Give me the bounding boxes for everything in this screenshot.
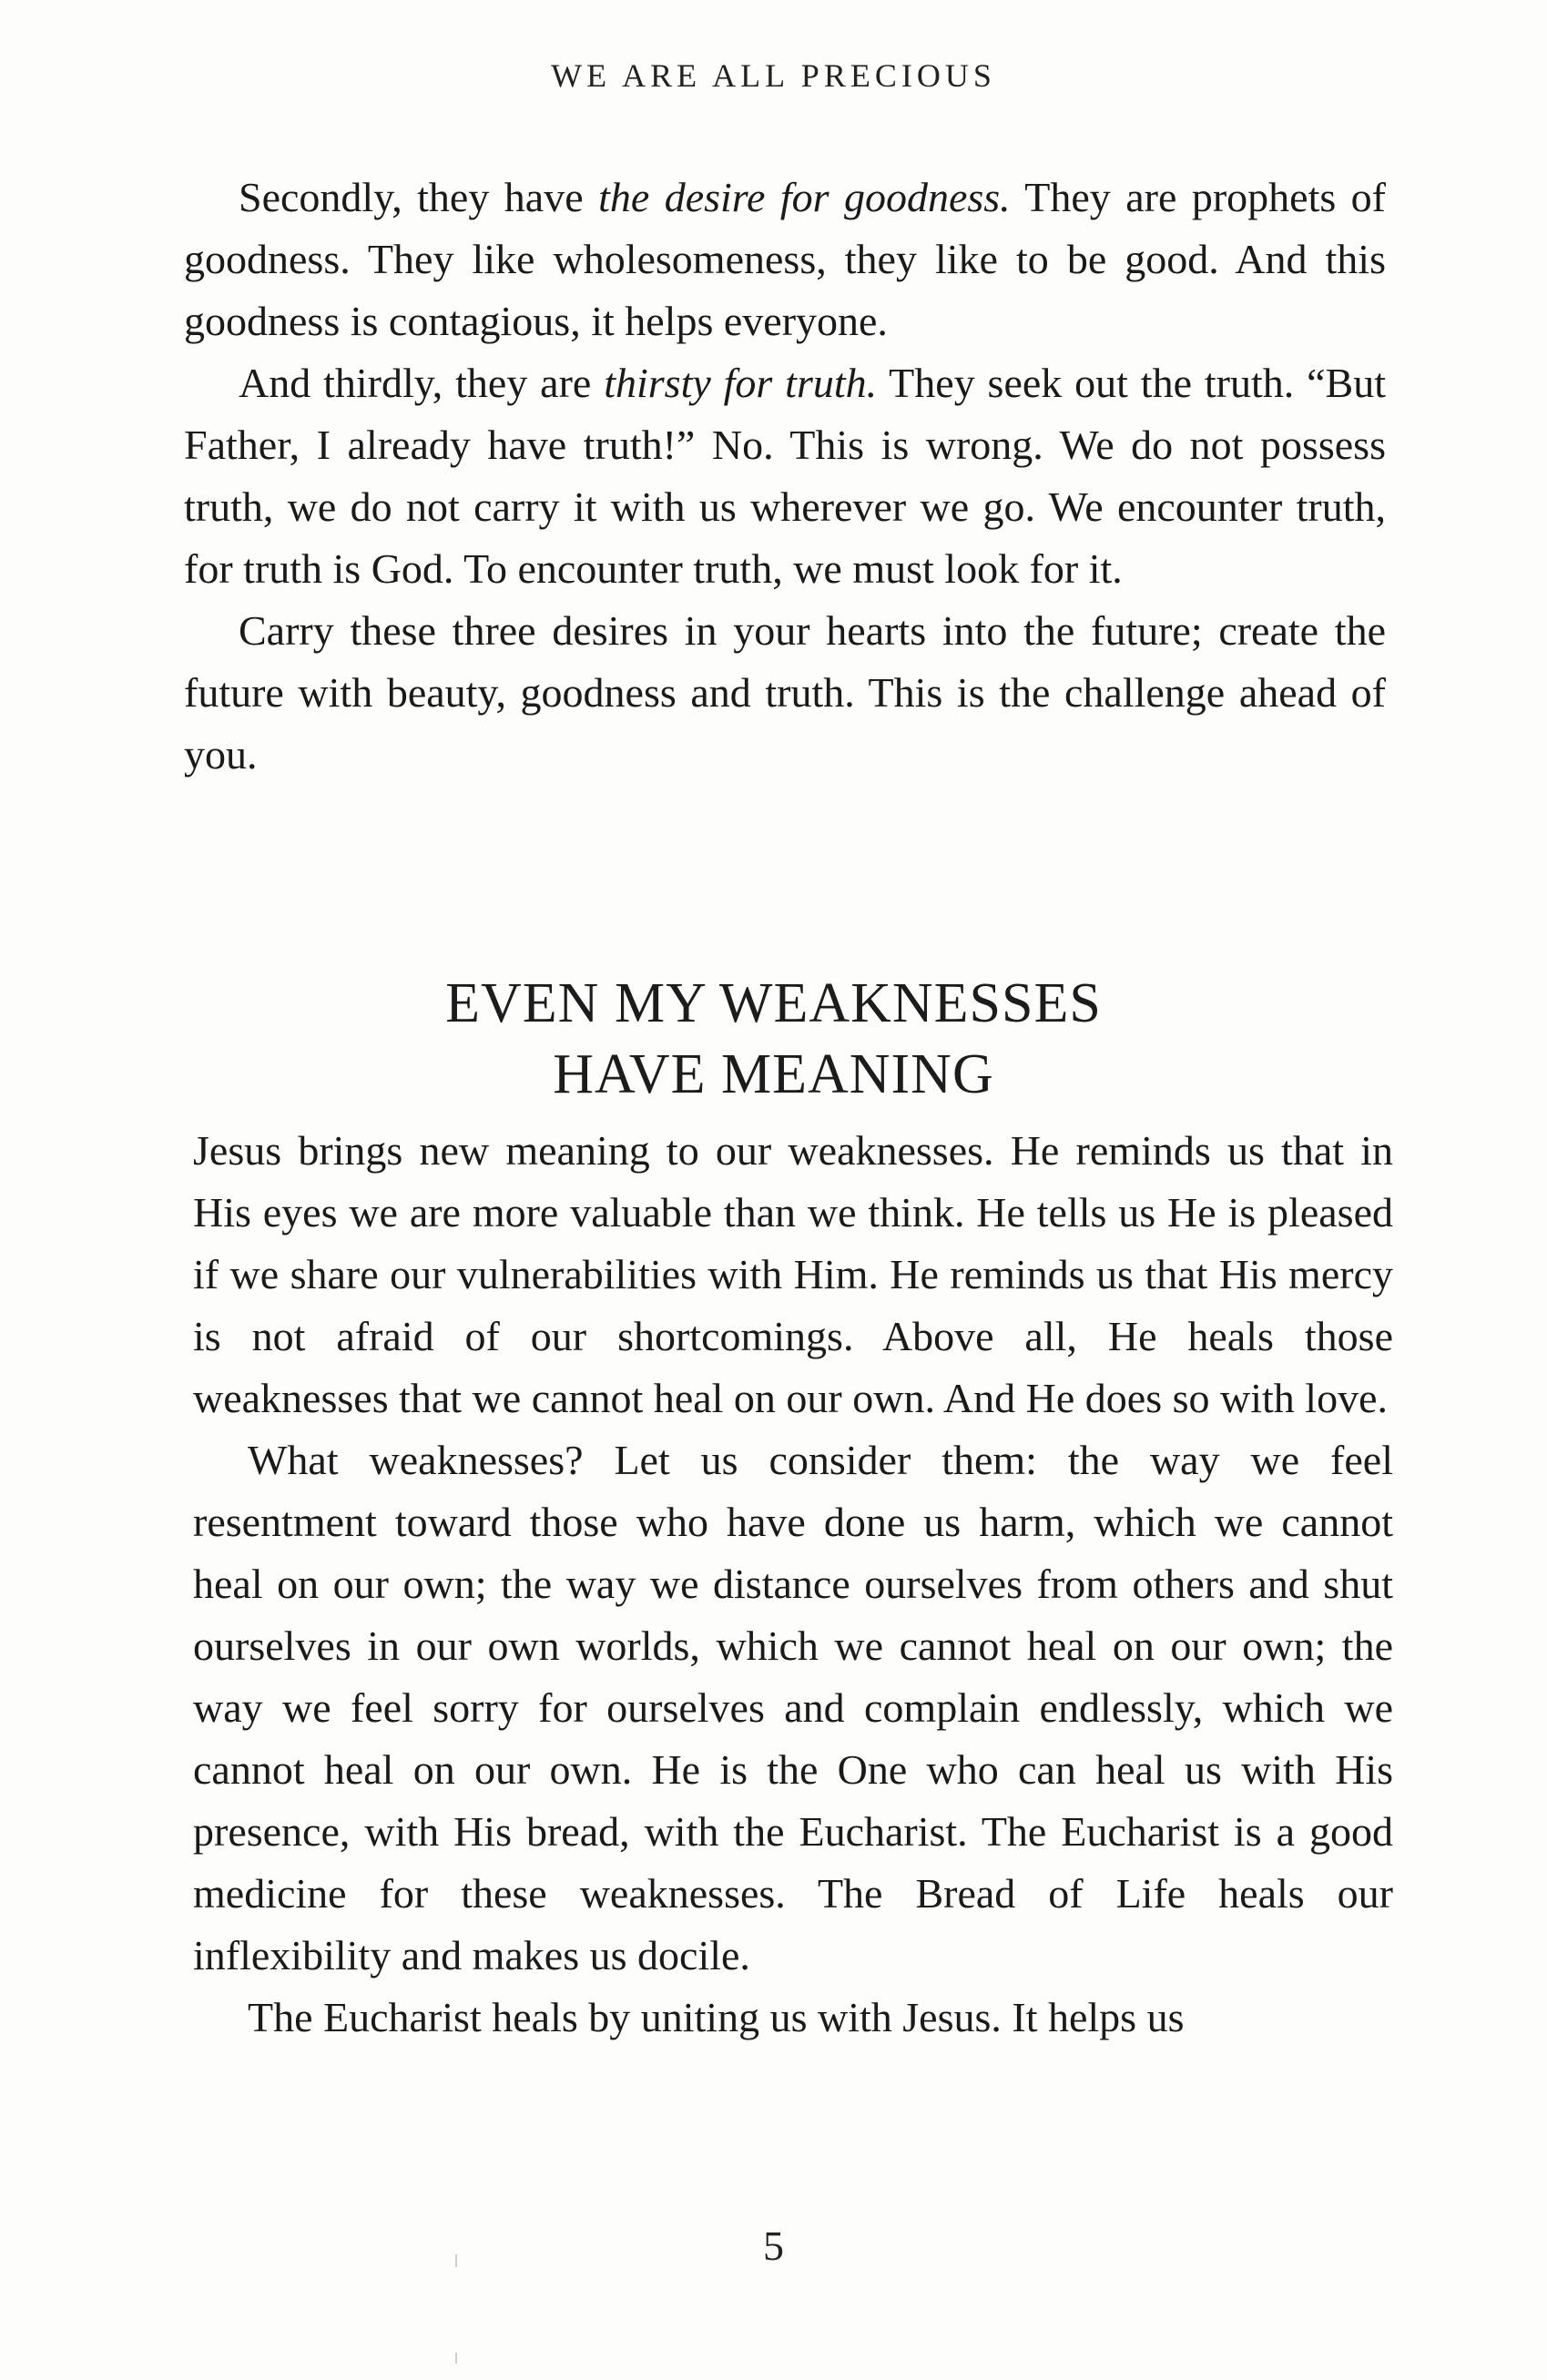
paragraph-text: They seek out the truth. “But Father, I already have truth!” No. This is wrong. We do not possess truth, we do not carry it with us wherever we go. We encounter truth, for truth is God. To encounter truth, we must look for it. bbox=[184, 360, 1386, 592]
page-number: 5 bbox=[763, 2222, 784, 2269]
paragraph: What weaknesses? Let us consider them: the way we feel resentment toward those who have done us harm, which we cannot heal on our own; the way we distance ourselves from others and shut ourselves in our own worlds, which we cannot heal on our own; the way we feel sorry for ourselves and complain endlessly, which we cannot heal on our own. He is the One who can heal us with His presence, with His bread, with the Eucharist. The Eucharist is a good medicine for these weaknesses. The Bread of Life heals our inflexibility and makes us docile. bbox=[193, 1437, 1393, 1978]
section-two-text bbox=[193, 1120, 1393, 2049]
section-heading bbox=[0, 968, 1547, 1110]
paragraph-text: They are prophets of goodness. They like wholesomeness, they like to be good. And this goodness is contagious, it helps everyone. bbox=[184, 174, 1387, 344]
heading-line: HAVE MEANING bbox=[553, 1043, 994, 1105]
heading-line: EVEN MY WEAKNESSES bbox=[445, 972, 1102, 1034]
emphasis-text: the desire for goodness. bbox=[598, 174, 1011, 220]
scan-speck bbox=[455, 2353, 457, 2364]
paragraph-text: Secondly, they have bbox=[239, 174, 599, 220]
paragraph: Jesus brings new meaning to our weaknesses. He reminds us that in His eyes we are more valuable than we think. He tells us He is pleased if we share our vulnerabilities with Him. He reminds us that His mercy is not afraid of our shortcomings. Above all, He heals those weaknesses that we cannot heal on our own. And He does so with love. bbox=[193, 1127, 1393, 1421]
paragraph: The Eucharist heals by uniting us with Jesus. It helps us bbox=[248, 1994, 1185, 2040]
emphasis-text: thirsty for truth. bbox=[604, 360, 878, 406]
paragraph-text: And thirdly, they are bbox=[239, 360, 605, 406]
paragraph: Carry these three desires in your hearts into the future; create the future with beauty, goodness and truth. This is the challenge ahead of you. bbox=[184, 607, 1386, 778]
section-one-text bbox=[184, 167, 1386, 786]
paragraph bbox=[184, 167, 1386, 352]
paragraph bbox=[184, 352, 1386, 600]
scan-speck bbox=[455, 2254, 457, 2267]
running-head: WE ARE ALL PRECIOUS bbox=[551, 57, 996, 94]
